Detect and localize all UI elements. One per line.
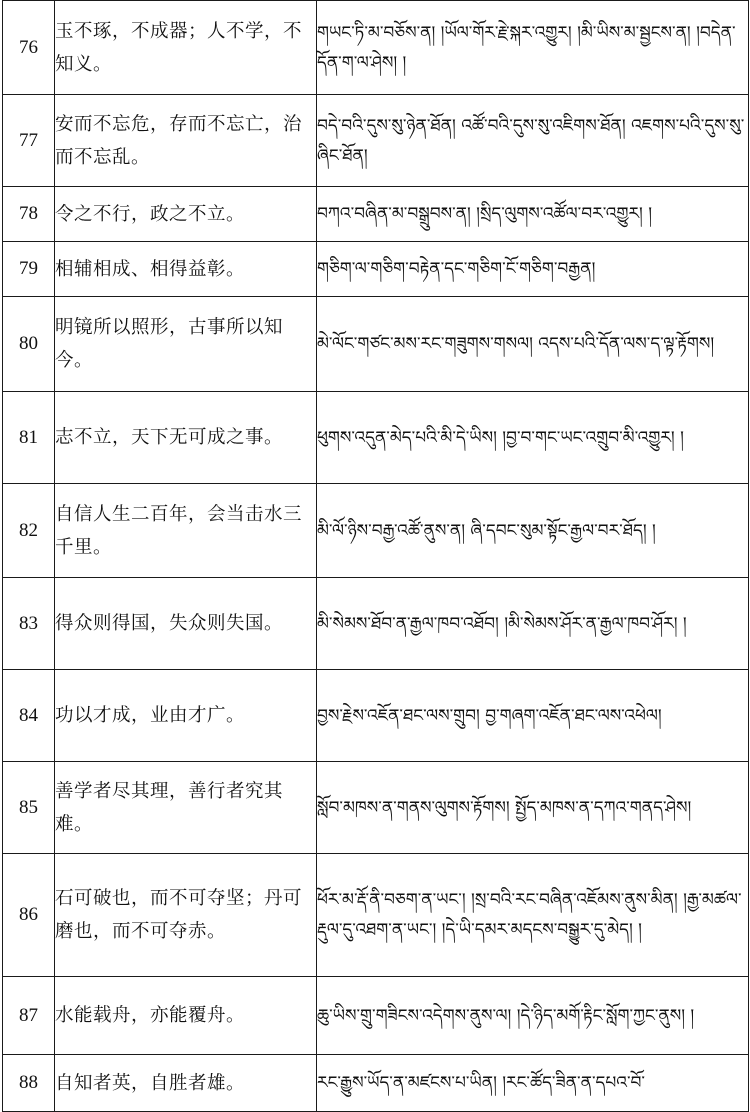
tibetan-translation: གཅིག་ལ་གཅིག་བརྟེན་དང་གཅིག་ངོ་གཅིག་བརྒྱན། bbox=[317, 242, 749, 297]
table-row bbox=[3, 670, 749, 762]
chinese-proverb: 功以才成，业由才广。 bbox=[55, 670, 317, 762]
proverb-table-page bbox=[2, 0, 748, 1112]
table-row bbox=[3, 297, 749, 392]
tibetan-translation: སློབ་མཁས་ན་གནས་ལུགས་རྟོགས། སྤྱོད་མཁས་ན་དཀའ་གནད་ཤེས། bbox=[317, 762, 749, 854]
table-row bbox=[3, 762, 749, 854]
tibetan-translation: ཕོར་མ་རྡོ་ནི་བཅག་ན་ཡང་། །སྲ་བའི་རང་བཞིན་འཇོམས་ནུས་མིན། །རྒྱ་མཚལ་རྡུལ་དུ་འཐག་ན་ཡང་། །དེ་ཡི་དམར་མདངས་བསྒྱུར་དུ་མེད། ། bbox=[317, 854, 749, 977]
chinese-proverb: 自知者英，自胜者雄。 bbox=[55, 1055, 317, 1112]
chinese-proverb: 水能载舟，亦能覆舟。 bbox=[55, 977, 317, 1055]
table-row bbox=[3, 187, 749, 242]
proverb-translation-table bbox=[2, 0, 749, 1112]
table-row bbox=[3, 578, 749, 670]
chinese-proverb: 自信人生二百年，会当击水三千里。 bbox=[55, 484, 317, 578]
chinese-proverb: 明镜所以照形，古事所以知今。 bbox=[55, 297, 317, 392]
chinese-proverb: 令之不行，政之不立。 bbox=[55, 187, 317, 242]
chinese-proverb: 善学者尽其理，善行者究其难。 bbox=[55, 762, 317, 854]
chinese-proverb: 安而不忘危，存而不忘亡，治而不忘乱。 bbox=[55, 95, 317, 187]
chinese-proverb: 志不立，天下无可成之事。 bbox=[55, 392, 317, 484]
row-number: 86 bbox=[3, 854, 55, 977]
table-row bbox=[3, 1055, 749, 1112]
tibetan-translation: མེ་ལོང་གཙང་མས་རང་གཟུགས་གསལ། འདས་པའི་དོན་ལས་ད་ལྟ་རྟོགས། bbox=[317, 297, 749, 392]
table-row bbox=[3, 392, 749, 484]
row-number: 82 bbox=[3, 484, 55, 578]
tibetan-translation: ཕུགས་འདུན་མེད་པའི་མི་དེ་ཡིས། །བྱ་བ་གང་ཡང་འགྲུབ་མི་འགྱུར། ། bbox=[317, 392, 749, 484]
table-row bbox=[3, 95, 749, 187]
table-row bbox=[3, 484, 749, 578]
row-number: 83 bbox=[3, 578, 55, 670]
row-number: 80 bbox=[3, 297, 55, 392]
tibetan-translation: མི་སེམས་ཐོབ་ན་རྒྱལ་ཁབ་འཐོབ། །མི་སེམས་ཤོར་ན་རྒྱལ་ཁབ་ཤོར། ། bbox=[317, 578, 749, 670]
tibetan-translation: བཀའ་བཞིན་མ་བསྒྲུབས་ན། །སྲིད་ལུགས་འཚོལ་བར་འགྱུར། ། bbox=[317, 187, 749, 242]
row-number: 87 bbox=[3, 977, 55, 1055]
chinese-proverb: 得众则得国，失众则失国。 bbox=[55, 578, 317, 670]
tibetan-translation: བདེ་བའི་དུས་སུ་ཉེན་ཐོན། འཚོ་བའི་དུས་སུ་འཇིགས་ཐོན། འཇགས་པའི་དུས་སུ་ཞིང་ཐོན། bbox=[317, 95, 749, 187]
row-number: 88 bbox=[3, 1055, 55, 1112]
row-number: 84 bbox=[3, 670, 55, 762]
tibetan-translation: གཡང་ཏི་མ་བཅོས་ན། །ཡོལ་གོར་རྗེ་སྐར་འགྱུར། །མི་ཡིས་མ་སྦྱངས་ན། །བདེན་དོན་ག་ལ་ཤེས། ། bbox=[317, 1, 749, 95]
table-row bbox=[3, 977, 749, 1055]
row-number: 79 bbox=[3, 242, 55, 297]
tibetan-translation: བྱས་རྗེས་འཇོན་ཐང་ལས་གྲུབ། བྱ་གཞག་འཇོན་ཐང་ལས་འཕེལ། bbox=[317, 670, 749, 762]
tibetan-translation: རང་རྒྱུས་ཡོད་ན་མཛངས་པ་ཡིན། །རང་ཚོད་ཟིན་ན་དཔའ་བོ་ bbox=[317, 1055, 749, 1112]
tibetan-translation: ཆུ་ཡིས་གྲུ་གཟིངས་འདེགས་ནུས་ལ། །དེ་ཉིད་མགོ་རྟིང་སློག་ཀྱང་ནུས། ། bbox=[317, 977, 749, 1055]
tibetan-translation: མི་ལོ་ཉིས་བརྒྱ་འཚོ་ནུས་ན། ཞི་དབང་སུམ་སྟོང་རྒྱལ་བར་ཐོད། ། bbox=[317, 484, 749, 578]
row-number: 76 bbox=[3, 1, 55, 95]
table-row bbox=[3, 242, 749, 297]
row-number: 78 bbox=[3, 187, 55, 242]
chinese-proverb: 石可破也，而不可夺坚；丹可磨也，而不可夺赤。 bbox=[55, 854, 317, 977]
chinese-proverb: 玉不琢，不成器；人不学，不知义。 bbox=[55, 1, 317, 95]
chinese-proverb: 相辅相成、相得益彰。 bbox=[55, 242, 317, 297]
table-row bbox=[3, 854, 749, 977]
row-number: 85 bbox=[3, 762, 55, 854]
table-row bbox=[3, 1, 749, 95]
row-number: 81 bbox=[3, 392, 55, 484]
row-number: 77 bbox=[3, 95, 55, 187]
